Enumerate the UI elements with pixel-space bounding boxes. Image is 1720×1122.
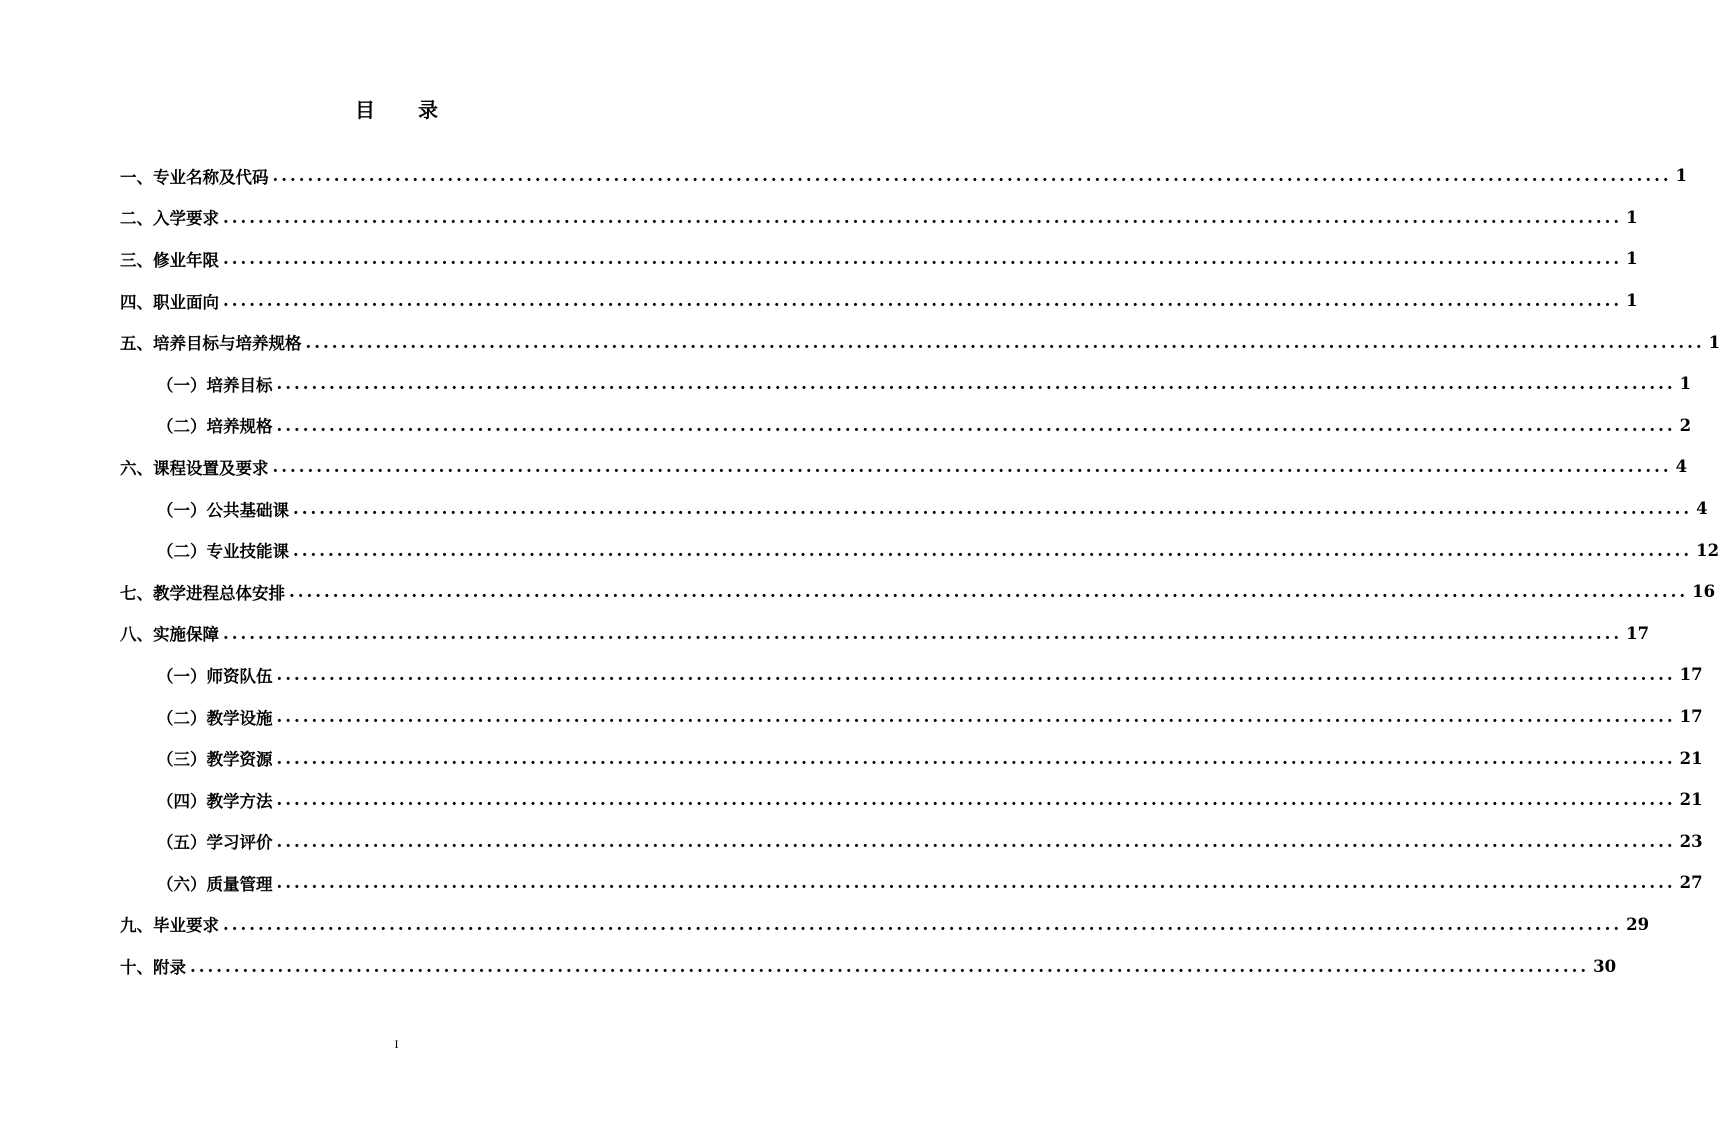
toc-entry-page: 27 bbox=[1679, 873, 1703, 893]
toc-entry-label: （六）质量管理 bbox=[157, 874, 273, 894]
toc-entry-label: 四、职业面向 bbox=[120, 292, 219, 312]
toc-entry-label: 五、培养目标与培养规格 bbox=[120, 334, 302, 354]
toc-entry[interactable] bbox=[120, 155, 1688, 197]
toc-entry-page: 4 bbox=[1696, 499, 1708, 519]
toc-entry[interactable] bbox=[120, 529, 1720, 571]
toc-dot-leader: ................................................................................................................................................................ bbox=[223, 914, 1623, 934]
toc-entry[interactable] bbox=[120, 197, 1638, 239]
toc-entry-page: 1 bbox=[1626, 249, 1638, 269]
toc-entry[interactable] bbox=[120, 613, 1650, 655]
toc-entry[interactable] bbox=[120, 363, 1692, 405]
toc-entry[interactable] bbox=[120, 945, 1617, 987]
toc-entry-label: （二）培养规格 bbox=[157, 417, 273, 437]
toc-entry[interactable] bbox=[120, 488, 1708, 530]
toc-entry[interactable] bbox=[120, 654, 1703, 696]
toc-entry-page: 1 bbox=[1626, 291, 1638, 311]
toc-dot-leader: ................................................................................................................................................................ bbox=[276, 873, 1676, 893]
toc-entry[interactable] bbox=[120, 238, 1638, 280]
toc-entry-label: （一）培养目标 bbox=[157, 375, 273, 395]
toc-dot-leader: ................................................................................................................................................................ bbox=[293, 540, 1693, 560]
toc-entry-label: 九、毕业要求 bbox=[120, 916, 219, 936]
toc-entry-page: 2 bbox=[1679, 415, 1692, 435]
toc-entry-page: 17 bbox=[1679, 707, 1703, 727]
toc-dot-leader: ................................................................................................................................................................ bbox=[272, 457, 1672, 477]
toc-entry[interactable] bbox=[120, 405, 1692, 447]
toc-dot-leader: ................................................................................................................................................................ bbox=[276, 374, 1676, 394]
toc-dot-leader: ................................................................................................................................................................ bbox=[289, 582, 1689, 602]
toc-entry-label: （五）学习评价 bbox=[157, 833, 273, 853]
toc-entry-label: （一）公共基础课 bbox=[157, 500, 289, 520]
toc-entry-label: （一）师资队伍 bbox=[157, 666, 273, 686]
toc-dot-leader: ................................................................................................................................................................ bbox=[293, 499, 1693, 519]
toc-dot-leader: ................................................................................................................................................................ bbox=[223, 207, 1623, 227]
toc-entry-label: 六、课程设置及要求 bbox=[120, 458, 269, 478]
page-number: I bbox=[394, 1037, 399, 1051]
toc-entry-page: 21 bbox=[1679, 748, 1703, 768]
toc-entry[interactable] bbox=[120, 904, 1650, 946]
toc-dot-leader: ................................................................................................................................................................ bbox=[223, 249, 1623, 269]
toc-entry[interactable] bbox=[120, 821, 1703, 863]
toc-dot-leader: ................................................................................................................................................................ bbox=[190, 956, 1590, 976]
toc-entry[interactable] bbox=[120, 446, 1688, 488]
toc-entry-label: （三）教学资源 bbox=[157, 750, 273, 770]
toc-entry-page: 4 bbox=[1675, 457, 1688, 477]
toc-entry[interactable] bbox=[120, 571, 1716, 613]
toc-entry[interactable] bbox=[120, 696, 1703, 738]
toc-entry-page: 1 bbox=[1679, 374, 1692, 394]
toc-dot-leader: ................................................................................................................................................................ bbox=[276, 748, 1676, 768]
toc-title: 目 录 bbox=[355, 98, 456, 122]
toc-entry[interactable] bbox=[120, 862, 1703, 904]
toc-entry-label: 三、修业年限 bbox=[120, 250, 219, 270]
toc-entry-page: 23 bbox=[1679, 831, 1703, 851]
toc-entry[interactable] bbox=[120, 321, 1720, 363]
toc-entry-page: 30 bbox=[1593, 956, 1617, 976]
toc-entry-page: 1 bbox=[1675, 166, 1688, 186]
table-of-contents bbox=[120, 155, 1720, 987]
toc-entry-page: 1 bbox=[1626, 207, 1638, 227]
toc-entry[interactable] bbox=[120, 280, 1638, 322]
toc-entry[interactable] bbox=[120, 779, 1703, 821]
toc-dot-leader: ................................................................................................................................................................ bbox=[272, 166, 1672, 186]
toc-dot-leader: ................................................................................................................................................................ bbox=[276, 831, 1676, 851]
toc-entry-page: 17 bbox=[1679, 665, 1703, 685]
toc-entry-label: 二、入学要求 bbox=[120, 209, 219, 229]
toc-entry-page: 16 bbox=[1692, 582, 1716, 602]
toc-dot-leader: ................................................................................................................................................................ bbox=[276, 415, 1676, 435]
toc-entry-page: 12 bbox=[1696, 540, 1720, 560]
toc-entry-page: 29 bbox=[1626, 914, 1650, 934]
toc-entry-label: 十、附录 bbox=[120, 958, 186, 978]
toc-dot-leader: ................................................................................................................................................................ bbox=[276, 790, 1676, 810]
toc-entry-page: 17 bbox=[1626, 623, 1650, 643]
toc-entry-label: （四）教学方法 bbox=[157, 791, 273, 811]
toc-entry-label: （二）专业技能课 bbox=[157, 542, 289, 562]
toc-entry-page: 21 bbox=[1679, 790, 1703, 810]
toc-entry-page: 1 bbox=[1708, 332, 1720, 352]
toc-entry-label: 八、实施保障 bbox=[120, 625, 219, 645]
toc-entry[interactable] bbox=[120, 737, 1703, 779]
toc-entry-label: （二）教学设施 bbox=[157, 708, 273, 728]
toc-dot-leader: ................................................................................................................................................................ bbox=[276, 665, 1676, 685]
toc-entry-label: 七、教学进程总体安排 bbox=[120, 583, 285, 603]
toc-dot-leader: ................................................................................................................................................................ bbox=[305, 332, 1705, 352]
toc-dot-leader: ................................................................................................................................................................ bbox=[223, 623, 1623, 643]
toc-entry-label: 一、专业名称及代码 bbox=[120, 167, 269, 187]
toc-dot-leader: ................................................................................................................................................................ bbox=[276, 707, 1676, 727]
toc-dot-leader: ................................................................................................................................................................ bbox=[223, 291, 1623, 311]
